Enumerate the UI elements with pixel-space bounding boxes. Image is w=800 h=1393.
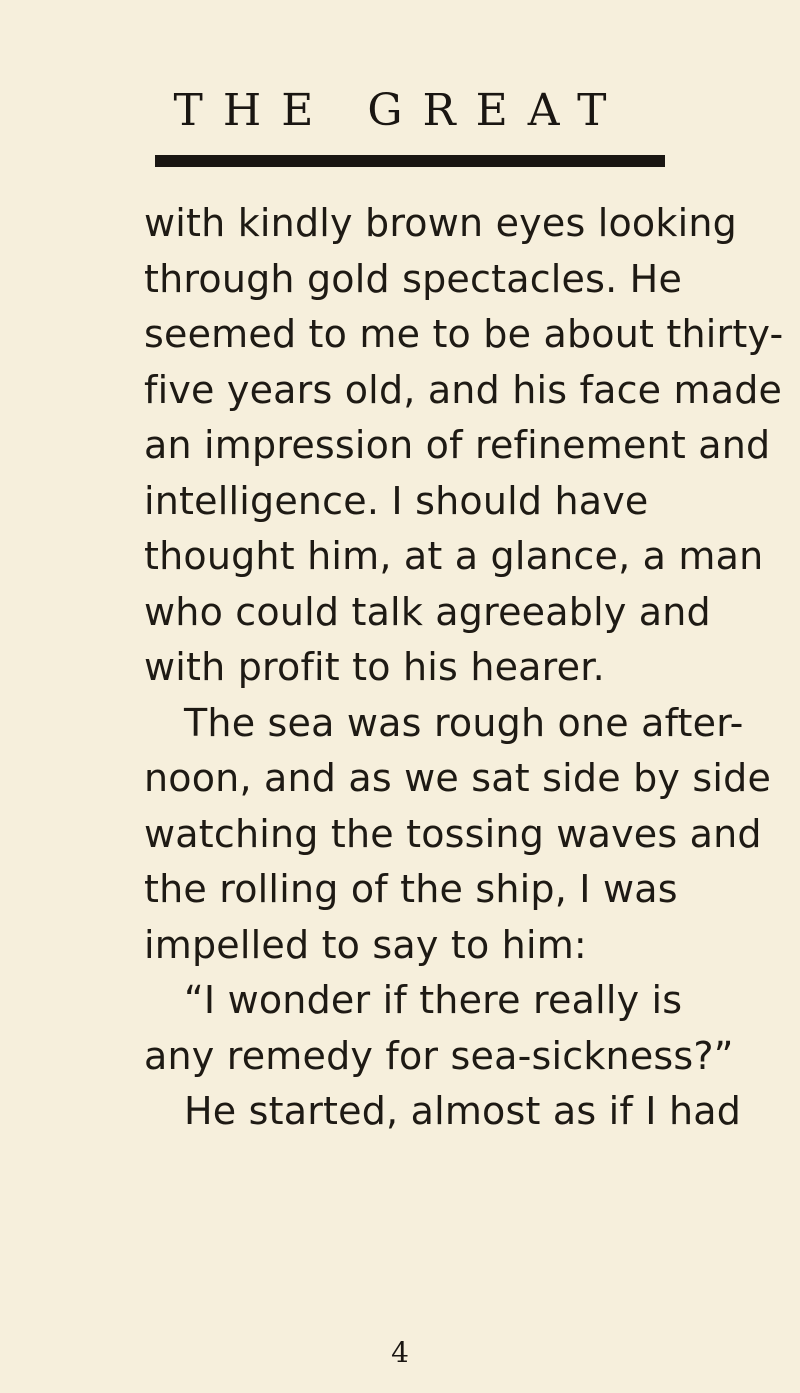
text-line: any remedy for sea-sickness?” xyxy=(144,1033,734,1078)
text-line: through gold spectacles. He xyxy=(144,256,683,301)
paragraph-start-line: He started, almost as if I had xyxy=(184,1089,742,1133)
text-line: the rolling of the ship, I was xyxy=(144,867,678,911)
text-line: impelled to say to him: xyxy=(144,922,587,967)
text-line: watching the tossing waves and xyxy=(144,811,762,856)
paragraph-start-line: The sea was rough one after- xyxy=(184,700,744,745)
text-line: seemed to me to be about thirty- xyxy=(144,312,784,356)
text-line: intelligence. I should have xyxy=(144,478,649,523)
header-rule xyxy=(155,155,665,167)
text-line: with kindly brown eyes looking xyxy=(144,201,737,245)
text-line: an impression of refinement and xyxy=(144,423,771,467)
text-line: who could talk agreeably and xyxy=(144,589,711,634)
paragraph-start-line: “I wonder if there really is xyxy=(184,978,683,1022)
text-line: five years old, and his face made xyxy=(144,367,783,412)
page-number: 4 xyxy=(391,1336,409,1369)
text-line: thought him, at a glance, a man xyxy=(144,534,764,578)
body-text xyxy=(144,196,784,1140)
running-head: THE GREAT xyxy=(173,85,627,136)
text-line: noon, and as we sat side by side xyxy=(144,756,772,800)
text-line: with profit to his hearer. xyxy=(144,645,605,689)
